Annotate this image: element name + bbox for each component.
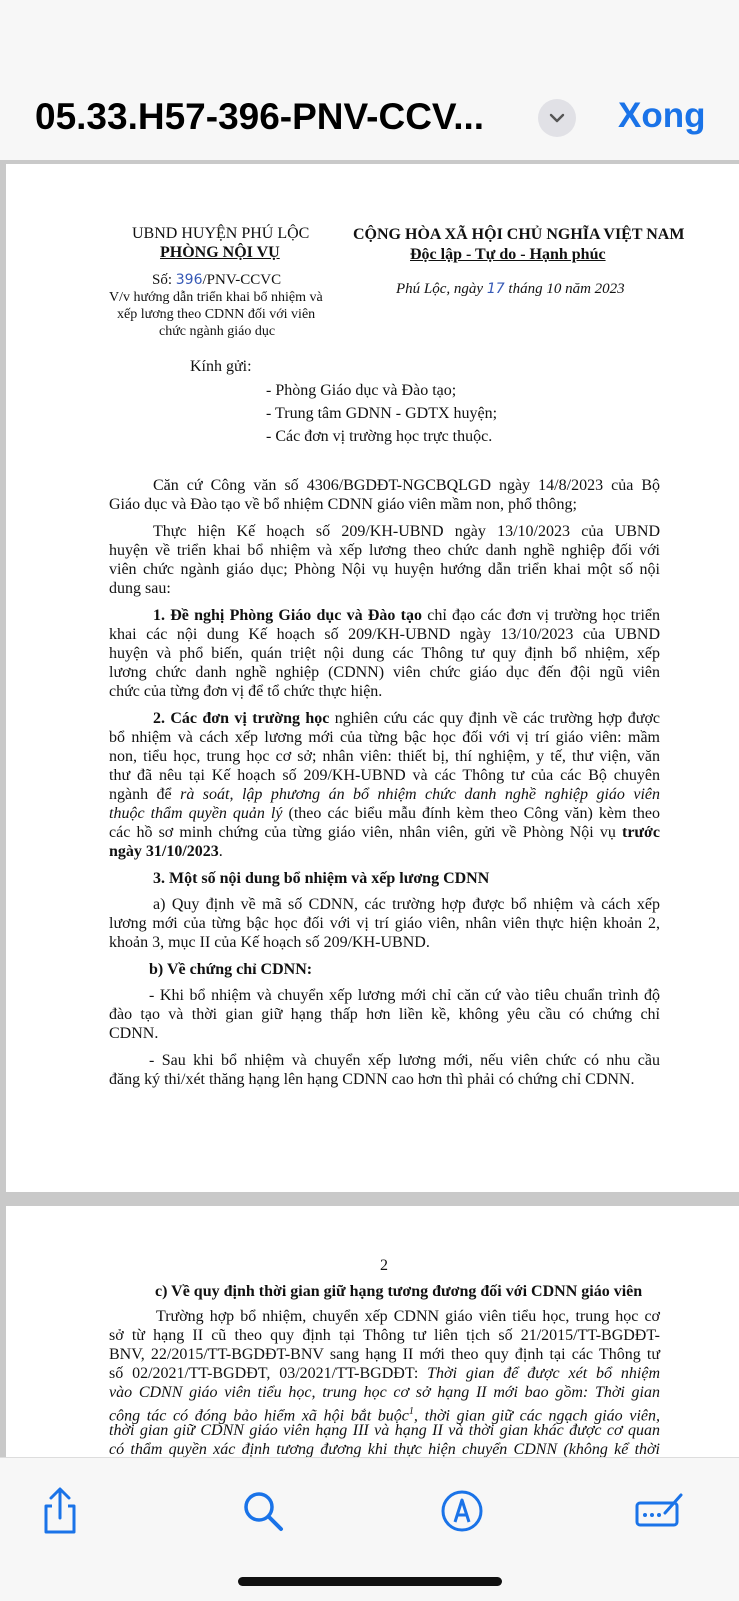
- body-line: khai các nội dung Kế hoạch số 209/KH-UBND ngày 13/10/2023 của UBND: [109, 626, 660, 643]
- document-viewer[interactable]: [0, 160, 739, 1457]
- body-line: Căn cứ Công văn số 4306/BGDĐT-NGCBQLGD ngày 14/8/2023 của Bộ: [153, 477, 660, 494]
- body-line: số 02/2021/TT-BGDĐT, 03/2021/TT-BGDĐT: Thời gian để được xét bổ nhiệm: [109, 1365, 661, 1382]
- body-line: bổ nhiệm và cách xếp lương mới của từng bậc học đối với vị trí giáo viên: mầm: [109, 729, 660, 746]
- national-title: CỘNG HÒA XÃ HỘI CHỦ NGHĨA VIỆT NAM: [353, 226, 685, 243]
- body-line: có thẩm quyền xác định tương đương khi thực hiện chuyển CDNN (không kể thời: [109, 1441, 660, 1457]
- handwritten-number: 396: [175, 272, 203, 288]
- body-line: Giáo dục và Đào tạo về bổ nhiệm CDNN giáo viên mầm non, phổ thông;: [109, 496, 577, 513]
- body-line: BNV, 22/2015/TT-BGDĐT-BNV sang hạng II mới theo quy định tại các Thông tư: [109, 1346, 660, 1363]
- recipient-1: - Phòng Giáo dục và Đào tạo;: [266, 382, 457, 399]
- issuing-authority: UBND HUYỆN PHÚ LỘC: [132, 225, 310, 242]
- body-line: đăng ký thi/xét thăng hạng lên hạng CDNN cao hơn thì phải có chứng chỉ CDNN.: [109, 1071, 635, 1088]
- body-line: sở từ hạng II cũ theo quy định tại Thông tư liên tịch số 21/2015/TT-BGDĐT-: [109, 1327, 660, 1344]
- subject-line-2: xếp lương theo CDNN đối với viên: [117, 307, 316, 322]
- document-title[interactable]: 05.33.H57-396-PNV-CCV...: [35, 96, 485, 137]
- subsection-c-heading: c) Về quy định thời gian giữ hạng tương đương đối với CDNN giáo viên: [155, 1283, 643, 1300]
- body-line: chức của từng đơn vị để tổ chức thực hiện.: [109, 683, 383, 700]
- section-1-line: 1. Đề nghị Phòng Giáo dục và Đào tạo chỉ đạo các đơn vị trường học triển: [153, 607, 661, 624]
- body-line: ngày 31/10/2023.: [109, 843, 223, 860]
- body-line: huyện về triển khai bổ nhiệm và xếp lương theo chức danh nghề nghiệp đối với: [109, 542, 660, 559]
- body-line: CDNN.: [109, 1025, 159, 1042]
- body-line: công tác có đóng bảo hiểm xã hội bắt buộc$^1$, thời gian giữ các ngạch giáo viên,: [109, 1406, 660, 1425]
- national-motto: Độc lập - Tự do - Hạnh phúc: [410, 246, 606, 263]
- share-icon: [38, 1486, 82, 1536]
- body-line: các hồ sơ minh chứng của từng giáo viên, nhân viên, gửi về Phòng Nội vụ trước: [109, 824, 660, 841]
- chevron-down-icon: [547, 108, 567, 128]
- recipient-2: - Trung tâm GDNN - GDTX huyện;: [266, 405, 498, 422]
- body-line: huyện và phổ biến, quán triệt nội dung các Thông tư quy định bổ nhiệm, xếp: [109, 645, 660, 662]
- subject-line-1: V/v hướng dẫn triển khai bổ nhiệm và: [109, 290, 323, 305]
- body-line: thư đã nêu tại Kế hoạch số 209/KH-UBND và các Thông tư của các Bộ chuyên: [109, 767, 660, 784]
- body-line: a) Quy định về mã số CDNN, các trường hợp được bổ nhiệm và cách xếp: [153, 896, 660, 913]
- subsection-b-heading: b) Về chứng chỉ CDNN:: [149, 961, 313, 978]
- body-line: viên chức ngành giáo dục; Phòng Nội vụ huyện hướng dẫn triển khai một số nội: [109, 561, 660, 578]
- search-icon: [241, 1489, 285, 1533]
- done-button[interactable]: Xong: [618, 96, 706, 135]
- navigation-bar: [0, 0, 739, 160]
- document-page-2: [6, 1206, 739, 1457]
- home-indicator[interactable]: [238, 1577, 502, 1586]
- signature-button[interactable]: [635, 1486, 685, 1536]
- section-3-heading: 3. Một số nội dung bổ nhiệm và xếp lương CDNN: [153, 870, 490, 887]
- section-2-line: 2. Các đơn vị trường học nghiên cứu các quy định về các trường hợp được: [153, 710, 661, 727]
- body-line: - Sau khi bổ nhiệm và chuyển xếp lương mới, nếu viên chức có nhu cầu: [149, 1052, 660, 1069]
- subject-line-3: chức ngành giáo dục: [159, 324, 276, 339]
- markup-icon: [440, 1489, 484, 1533]
- document-date: Phú Lộc, ngày 17 tháng 10 năm 2023: [396, 281, 625, 297]
- body-line: lương chức danh nghề nghiệp (CDNN) viên chức giáo dục đến đội ngũ viên: [109, 664, 660, 681]
- document-page-1: [6, 164, 739, 1192]
- salutation: Kính gửi:: [190, 358, 252, 375]
- document-number: Số: 396/PNV-CCVC: [152, 272, 282, 288]
- signature-icon: [635, 1491, 685, 1531]
- markup-button[interactable]: [437, 1486, 487, 1536]
- body-line: ngành để rà soát, lập phương án bổ nhiệm chức danh nghề nghiệp giáo viên: [109, 786, 660, 803]
- body-line: vào CDNN giáo viên tiểu học, trung học cơ sở hạng II mới bao gồm: Thời gian: [109, 1384, 660, 1401]
- body-line: - Khi bổ nhiệm và chuyển xếp lương mới chỉ căn cứ vào tiêu chuẩn trình độ: [149, 987, 660, 1004]
- handwritten-day: 17: [486, 281, 505, 297]
- body-line: đào tạo và thời gian giữ hạng thấp hơn liền kề, không yêu cầu có chứng chỉ: [109, 1006, 660, 1023]
- page-number: 2: [380, 1257, 388, 1274]
- title-menu-button[interactable]: [538, 99, 576, 137]
- body-line: thuộc thẩm quyền quản lý (theo các biểu mẫu đính kèm theo Công văn) kèm theo: [109, 805, 660, 822]
- body-line: dung sau:: [109, 580, 171, 597]
- body-line: lương mới của từng bậc học đối với vị trí giáo viên, nhân viên thực hiện khoản 2,: [109, 915, 660, 932]
- search-button[interactable]: [238, 1486, 288, 1536]
- share-button[interactable]: [35, 1486, 85, 1536]
- body-line: thời gian giữ CDNN giáo viên hạng III và hạng II và thời gian khác được cơ quan: [109, 1422, 660, 1439]
- body-line: Thực hiện Kế hoạch số 209/KH-UBND ngày 13/10/2023 của UBND: [153, 523, 660, 540]
- issuing-department: PHÒNG NỘI VỤ: [160, 244, 280, 261]
- recipient-3: - Các đơn vị trường học trực thuộc.: [266, 428, 493, 445]
- body-line: Trường hợp bổ nhiệm, chuyển xếp CDNN giáo viên tiểu học, trung học cơ: [156, 1308, 660, 1325]
- body-line: non, tiểu học, trung học cơ sở; nhân viên: thiết bị, thí nghiệm, y tế, thư viện, văn: [109, 748, 660, 765]
- body-line: khoản 3, mục II của Kế hoạch số 209/KH-UBND.: [109, 934, 430, 951]
